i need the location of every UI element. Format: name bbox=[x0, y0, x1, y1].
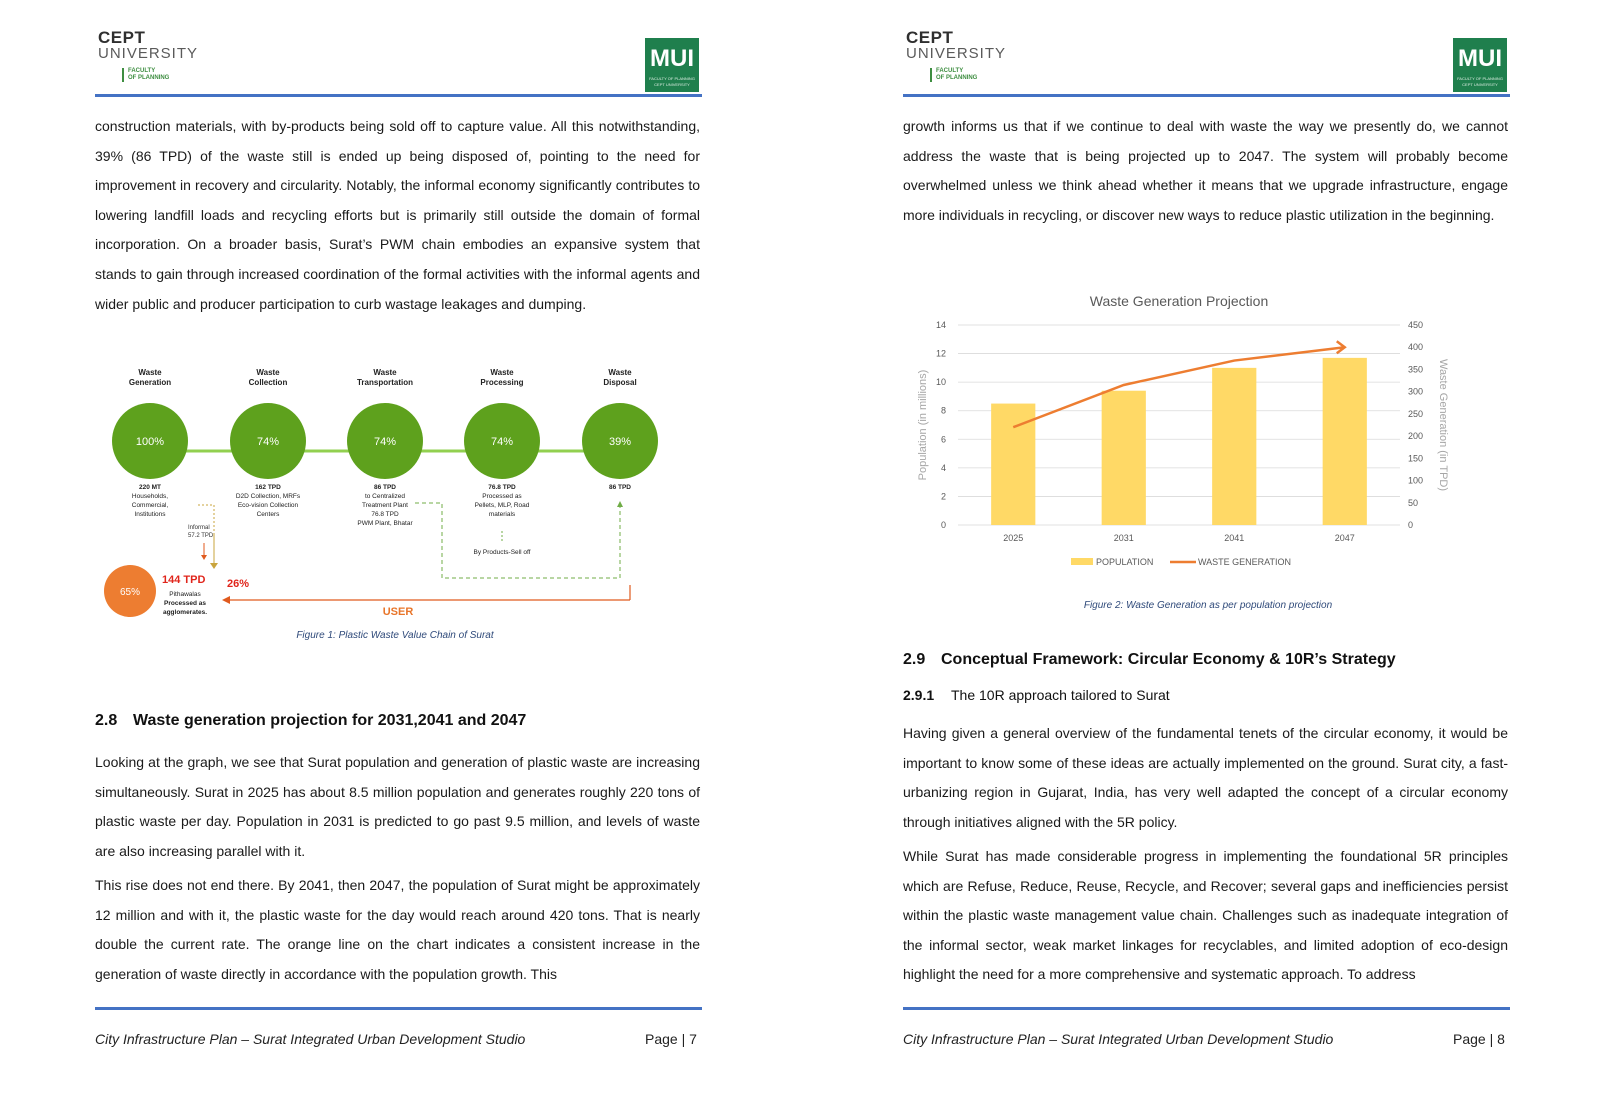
byproducts-loop bbox=[415, 503, 620, 578]
stage-pct: 74% bbox=[373, 436, 397, 448]
mui-logo-text: MUI bbox=[650, 45, 694, 72]
y-tick-label: 2 bbox=[940, 491, 946, 502]
stage-title: Processing bbox=[480, 378, 524, 387]
stage-title: Waste bbox=[490, 368, 514, 377]
y2-tick-label: 350 bbox=[1408, 364, 1424, 375]
paragraph: While Surat has made considerable progress in implementing the foundational 5R principles which are Refuse, Reduce, Reuse, Recycle, and Recover; several gaps and inefficiencies persist within the plastic waste management value chain. Challenges such as inadequate integration of the informal sector, weak market linkages for recyclables, and limited adoption of eco-design highlight the need for a more comprehensive and systematic approach. To address bbox=[903, 848, 1508, 983]
section-title: Conceptual Framework: Circular Economy & 10R’s Strategy bbox=[941, 651, 1396, 668]
logo-university-text: UNIVERSITY bbox=[98, 45, 199, 62]
footer-title: City Infrastructure Plan – Surat Integrated Urban Development Studio bbox=[95, 1031, 526, 1047]
stage-title: Transportation bbox=[356, 378, 414, 387]
header-rule bbox=[903, 94, 1510, 97]
stage-desc: Processed as bbox=[482, 493, 522, 500]
paragraph: growth informs us that if we continue to deal with waste the way we presently do, we cannot address the waste that is being projected up to 2047. The system will probably become overwhelmed unless we think ahead whether it means that we upgrade infrastructure, engage more individuals in recycling, or discover new ways to reduce plastic utilization in the beginning. bbox=[903, 118, 1508, 223]
y-tick-label: 12 bbox=[935, 348, 946, 359]
population-bar bbox=[1323, 358, 1367, 525]
logo-cept-text: CEPT bbox=[98, 28, 146, 47]
stage-desc: 162 TPD bbox=[255, 484, 281, 491]
stage-desc: Centers bbox=[256, 511, 280, 518]
section-heading-2-8 bbox=[95, 712, 526, 730]
stage-desc: 220 MT bbox=[138, 484, 162, 491]
stage-desc: Treatment Plant bbox=[361, 502, 409, 509]
stage-desc: Commercial, bbox=[131, 502, 169, 509]
mui-logo bbox=[645, 38, 699, 92]
waste-generation-chart bbox=[908, 290, 1508, 600]
logo-faculty-line1: FACULTY bbox=[936, 68, 964, 74]
user-arrow-icon bbox=[222, 596, 230, 604]
paragraph: This rise does not end there. By 2041, then 2047, the population of Surat might be approximately 12 million and with it, the plastic waste for the day would reach around 420 tons. That is nearly double the current rate. The orange line on the chart indicates a consistent increase in the generation of waste directly in accordance with the population growth. This bbox=[95, 877, 700, 982]
stage-desc: PWM Plant, Bhatar bbox=[357, 520, 413, 527]
stage-title: Waste bbox=[373, 368, 397, 377]
chain-stage bbox=[582, 368, 658, 491]
waste-generation-line bbox=[1013, 347, 1345, 427]
chain-stage bbox=[347, 368, 423, 527]
user-pct: 26% bbox=[227, 578, 250, 590]
stage-desc: Institutions bbox=[134, 511, 166, 518]
informal-label-1: Informal bbox=[188, 525, 210, 531]
y-tick-label: 10 bbox=[935, 377, 946, 388]
stage-title: Waste bbox=[138, 368, 162, 377]
legend-population-swatch bbox=[1071, 558, 1093, 565]
mui-logo-sub: FACULTY OF PLANNING bbox=[1457, 76, 1503, 81]
x-tick-label: 2031 bbox=[1113, 533, 1134, 543]
stage-desc: 76.8 TPD bbox=[488, 484, 516, 491]
stage-desc: 86 TPD bbox=[373, 484, 397, 491]
stage-title: Generation bbox=[128, 378, 172, 387]
y2-tick-label: 0 bbox=[1408, 520, 1414, 530]
y2-tick-label: 150 bbox=[1408, 453, 1424, 464]
figure2-caption: Figure 2: Waste Generation as per population projection bbox=[1083, 600, 1333, 611]
stage-desc: to Centralized bbox=[364, 493, 406, 500]
mui-logo-sub: FACULTY OF PLANNING bbox=[649, 76, 695, 81]
byproducts-arrow-icon bbox=[617, 501, 623, 507]
informal-red-arrow-icon bbox=[201, 555, 207, 560]
y2-tick-label: 50 bbox=[1408, 497, 1419, 508]
y-tick-label: 8 bbox=[940, 405, 946, 416]
y2-tick-label: 250 bbox=[1408, 408, 1424, 419]
value-chain-figure bbox=[100, 365, 700, 640]
logo-faculty bbox=[930, 68, 977, 82]
stage-desc: 86 TPD bbox=[608, 484, 632, 491]
y2-axis-label: Waste Generation (in TPD) bbox=[1437, 358, 1449, 492]
logo-faculty-line2: OF PLANNING bbox=[128, 75, 170, 81]
y-tick-label: 0 bbox=[940, 520, 946, 530]
y-axis-label: Population (in millions) bbox=[917, 369, 929, 481]
stage-desc: 76.8 TPD bbox=[371, 511, 399, 518]
stage-pct: 74% bbox=[256, 436, 280, 448]
subsection-title: The 10R approach tailored to Surat bbox=[951, 687, 1170, 703]
section-number: 2.9 bbox=[903, 651, 926, 668]
y2-tick-label: 400 bbox=[1408, 342, 1424, 353]
x-tick-label: 2047 bbox=[1334, 533, 1355, 543]
informal-desc-3: agglomerates. bbox=[162, 609, 208, 616]
paragraph: construction materials, with by-products being sold off to capture value. All this notwithstanding, 39% (86 TPD) of the waste still is ended up being disposed of, pointing to the need for improvement in recovery and circularity. Notably, the informal economy significantly contributes to lowering landfill loads and recycling efforts but is primarily still outside the domain of formal incorporation. On a broader basis, Surat’s PWM chain embodies an expansive system that stands to gain through increased coordination of the formal activities with the informal agents and wider public and producer participation to curb wastage leakages and dumping. bbox=[95, 118, 700, 312]
y2-tick-label: 200 bbox=[1408, 431, 1424, 442]
stage-desc: materials bbox=[488, 511, 516, 518]
y-tick-label: 6 bbox=[940, 434, 946, 445]
section-heading-2-9 bbox=[903, 651, 1396, 669]
stage-desc: D2D Collection, MRFs bbox=[235, 493, 301, 500]
chart-title: Waste Generation Projection bbox=[1089, 293, 1269, 309]
section-number: 2.8 bbox=[95, 712, 118, 729]
header-rule bbox=[95, 94, 702, 97]
mui-logo bbox=[1453, 38, 1507, 92]
logo-faculty-line1: FACULTY bbox=[128, 68, 156, 74]
paragraph: Having given a general overview of the fundamental tenets of the circular economy, it would be important to know some of these ideas are actually implemented on the ground. Surat city, a fast-urbanizing region in Gujarat, India, has very well adapted the concept of a circular economy through initiatives aligned with the 5R policy. bbox=[903, 725, 1508, 830]
subsection-heading-2-9-1 bbox=[903, 687, 1170, 703]
section-title: Waste generation projection for 2031,2041 and 2047 bbox=[133, 712, 527, 729]
informal-desc-2: Processed as bbox=[164, 600, 206, 607]
footer-rule bbox=[95, 1007, 702, 1010]
chain-stage bbox=[230, 368, 306, 518]
informal-tpd: 144 TPD bbox=[162, 574, 206, 586]
page-number: Page | 8 bbox=[1453, 1031, 1505, 1047]
stage-desc: Pellets, MLP, Road bbox=[474, 502, 530, 509]
chain-stage bbox=[112, 368, 188, 518]
logo-faculty bbox=[122, 68, 169, 82]
footer-rule bbox=[903, 1007, 1510, 1010]
stage-pct: 39% bbox=[608, 436, 632, 448]
y-tick-label: 14 bbox=[935, 320, 946, 330]
logo-university-text: UNIVERSITY bbox=[906, 45, 1007, 62]
stage-title: Waste bbox=[608, 368, 632, 377]
mui-logo-text: MUI bbox=[1458, 45, 1502, 72]
cept-university-logo bbox=[906, 30, 1016, 86]
stage-pct: 74% bbox=[490, 436, 514, 448]
informal-label-2: 57.2 TPD bbox=[188, 533, 214, 539]
population-bar bbox=[1212, 368, 1256, 525]
footer-title: City Infrastructure Plan – Surat Integrated Urban Development Studio bbox=[903, 1031, 1334, 1047]
logo-faculty-line2: OF PLANNING bbox=[936, 75, 978, 81]
y2-tick-label: 300 bbox=[1408, 386, 1424, 397]
page-number: Page | 7 bbox=[645, 1031, 697, 1047]
x-tick-label: 2041 bbox=[1224, 533, 1245, 543]
subsection-number: 2.9.1 bbox=[903, 687, 935, 703]
stage-desc: Households, bbox=[131, 493, 169, 500]
population-bar bbox=[1102, 391, 1146, 525]
chain-stage bbox=[464, 368, 540, 518]
x-tick-label: 2025 bbox=[1003, 533, 1024, 543]
byproducts-label: By Products-Sell off bbox=[473, 549, 531, 556]
logo-cept-text: CEPT bbox=[906, 28, 954, 47]
cept-university-logo bbox=[98, 30, 208, 86]
stage-title: Disposal bbox=[603, 378, 637, 387]
legend-waste-label: WASTE GENERATION bbox=[1198, 557, 1292, 567]
stage-pct: 100% bbox=[135, 436, 165, 448]
stage-desc: Eco-vision Collection bbox=[237, 502, 299, 509]
mui-logo-sub2: CEPT UNIVERSITY bbox=[654, 82, 690, 87]
mui-logo-sub2: CEPT UNIVERSITY bbox=[1462, 82, 1498, 87]
figure1-caption: Figure 1: Plastic Waste Value Chain of Surat bbox=[296, 630, 494, 641]
y2-tick-label: 100 bbox=[1408, 475, 1424, 486]
y-tick-label: 4 bbox=[940, 462, 946, 473]
informal-pct: 65% bbox=[119, 587, 141, 598]
legend-population-label: POPULATION bbox=[1096, 557, 1154, 567]
stage-title: Collection bbox=[248, 378, 288, 387]
informal-arrow-icon bbox=[210, 563, 218, 569]
informal-desc-1: Pithawalas bbox=[169, 591, 201, 598]
paragraph: Looking at the graph, we see that Surat population and generation of plastic waste are increasing simultaneously. Surat in 2025 has about 8.5 million population and generates roughly 220 tons of plastic waste per day. Population in 2031 is predicted to go past 9.5 million, and levels of waste are also increasing parallel with it. bbox=[95, 754, 700, 859]
y2-tick-label: 450 bbox=[1408, 320, 1424, 330]
stage-title: Waste bbox=[256, 368, 280, 377]
user-label: USER bbox=[382, 606, 414, 618]
